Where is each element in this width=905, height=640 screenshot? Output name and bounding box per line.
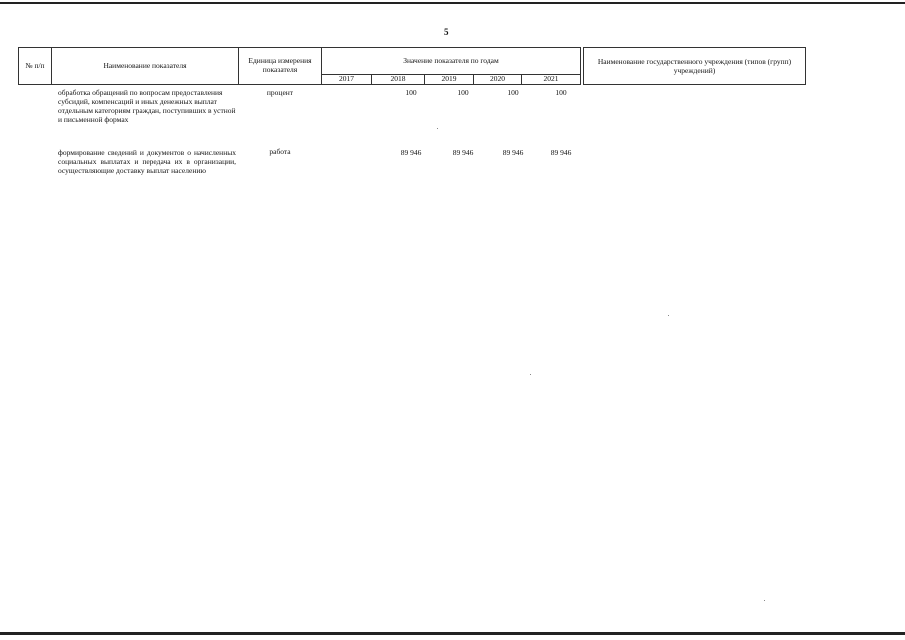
scan-speck <box>530 374 531 375</box>
header-institution <box>583 47 806 85</box>
header-values-by-year: Значение показателя по годам <box>322 48 581 75</box>
header-unit: Единица измерения показателя <box>239 48 322 85</box>
scan-speck <box>437 128 438 129</box>
page-number: 5 <box>444 27 449 37</box>
table-header <box>18 47 581 85</box>
table-row-2-value-2021: 89 946 <box>550 148 572 157</box>
table-row-2-value-2018: 89 946 <box>400 148 422 157</box>
bottom-rule <box>0 632 905 635</box>
header-indicator: Наименование показателя <box>52 48 239 85</box>
table-row-2-unit: работа <box>269 147 291 156</box>
header-year-2020: 2020 <box>474 75 522 85</box>
table-row-1-value-2020: 100 <box>507 88 519 97</box>
table-row-1-value-2019: 100 <box>457 88 469 97</box>
header-year-2017: 2017 <box>322 75 372 85</box>
header-institution-label: Наименование государственного учреждения (типов (групп) учреждений) <box>597 57 792 75</box>
top-rule <box>0 2 905 4</box>
header-num: № п/п <box>19 48 52 85</box>
scan-speck <box>668 315 669 316</box>
header-year-2018: 2018 <box>372 75 425 85</box>
scan-speck <box>764 600 765 601</box>
table-row-2-indicator: формирование сведений и документов о начисленных социальных выплатах и передача их в организации, осуществляющие доставку выплат населению <box>58 148 236 175</box>
table-row-2-value-2019: 89 946 <box>452 148 474 157</box>
table-row-1-unit: процент <box>266 88 294 97</box>
header-year-2019: 2019 <box>425 75 474 85</box>
header-year-2021: 2021 <box>522 75 581 85</box>
table-row-1-value-2018: 100 <box>405 88 417 97</box>
table-row-1-value-2021: 100 <box>555 88 567 97</box>
table-row-1-indicator: обработка обращений по вопросам предоставления субсидий, компенсаций и иных денежных выплат отдельным категориям граждан, поступивших в устной и письменной формах <box>58 88 236 124</box>
table-row-2-value-2020: 89 946 <box>502 148 524 157</box>
